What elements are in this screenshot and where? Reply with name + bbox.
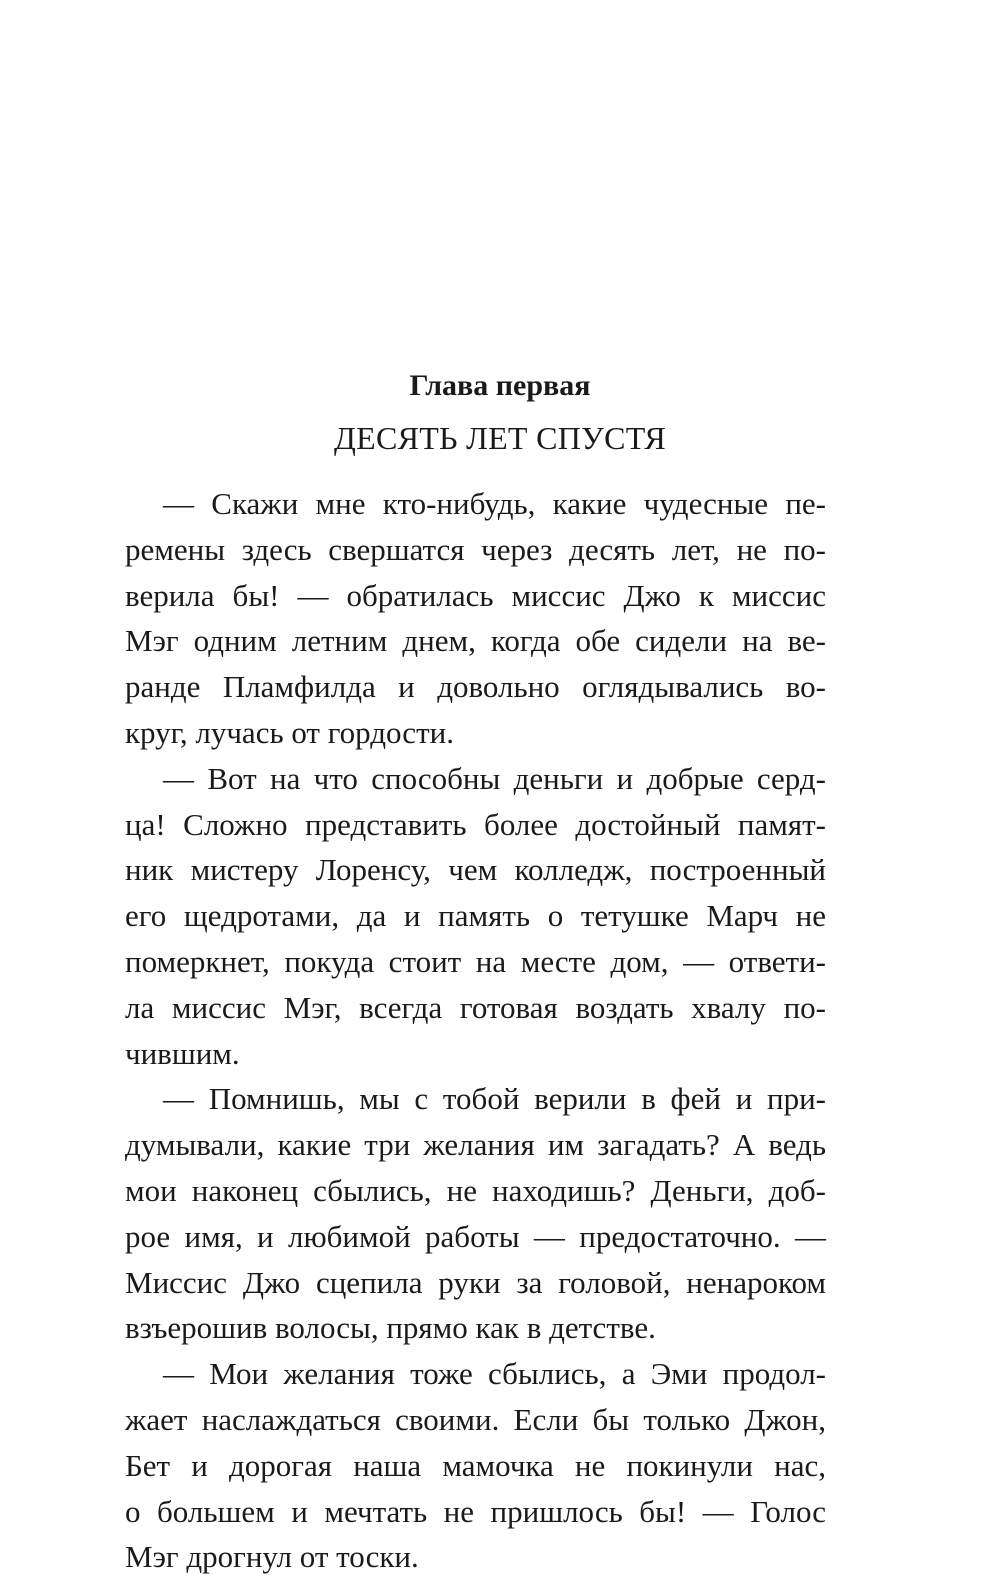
text-line: рое имя, и любимой работы — предостаточно. — [125, 1218, 826, 1254]
text-line: Мэг одним летним днем, когда обе сидели на ве- [125, 623, 826, 659]
text-line: — Помнишь, мы с тобой верили в фей и при- [163, 1081, 826, 1117]
text-line: ла миссис Мэг, всегда готовая воздать хвалу по- [125, 989, 826, 1025]
text-line: Миссис Джо сцепила руки за головой, ненароком [125, 1264, 826, 1300]
text-line: — Скажи мне кто-нибудь, какие чудесные пе- [163, 486, 826, 521]
text-line: — Вот на что способны деньги и добрые серд- [163, 760, 826, 796]
text-line: ранде Пламфилда и довольно оглядывались во- [125, 669, 826, 705]
text-line: померкнет, покуда стоит на месте дом, — ответи- [125, 943, 826, 979]
text-line: о большем и мечтать не пришлось бы! — Голос [125, 1493, 826, 1529]
text-line: верила бы! — обратилась миссис Джо к миссис [125, 577, 826, 613]
text-line: взъерошив волосы, прямо как в детстве. [125, 1310, 656, 1346]
text-line: ца! Сложно представить более достойный памят- [125, 806, 826, 842]
chapter-number: Глава первая [409, 369, 591, 402]
text-line: ремены здесь свершатся через десять лет, не по- [125, 531, 826, 567]
chapter-body [125, 481, 826, 1580]
text-line: жает наслаждаться своими. Если бы только Джон, [125, 1401, 826, 1437]
text-line: мои наконец сбылись, не находишь? Деньги, доб- [125, 1172, 826, 1208]
text-line: думывали, какие три желания им загадать? А ведь [125, 1127, 826, 1163]
text-line: чившим. [125, 1035, 240, 1071]
text-line: Мэг дрогнул от тоски. [125, 1539, 419, 1575]
text-line: Бет и дорогая наша мамочка не покинули нас, [125, 1447, 826, 1483]
text-line: — Мои желания тоже сбылись, а Эми продол- [163, 1356, 826, 1392]
chapter-title: ДЕСЯТЬ ЛЕТ СПУСТЯ [333, 420, 666, 456]
text-line: круг, лучась от гордости. [125, 714, 454, 750]
text-line: его щедротами, да и память о тетушке Марч не [125, 898, 826, 934]
text-line: ник мистеру Лоренсу, чем колледж, построенный [125, 852, 826, 888]
